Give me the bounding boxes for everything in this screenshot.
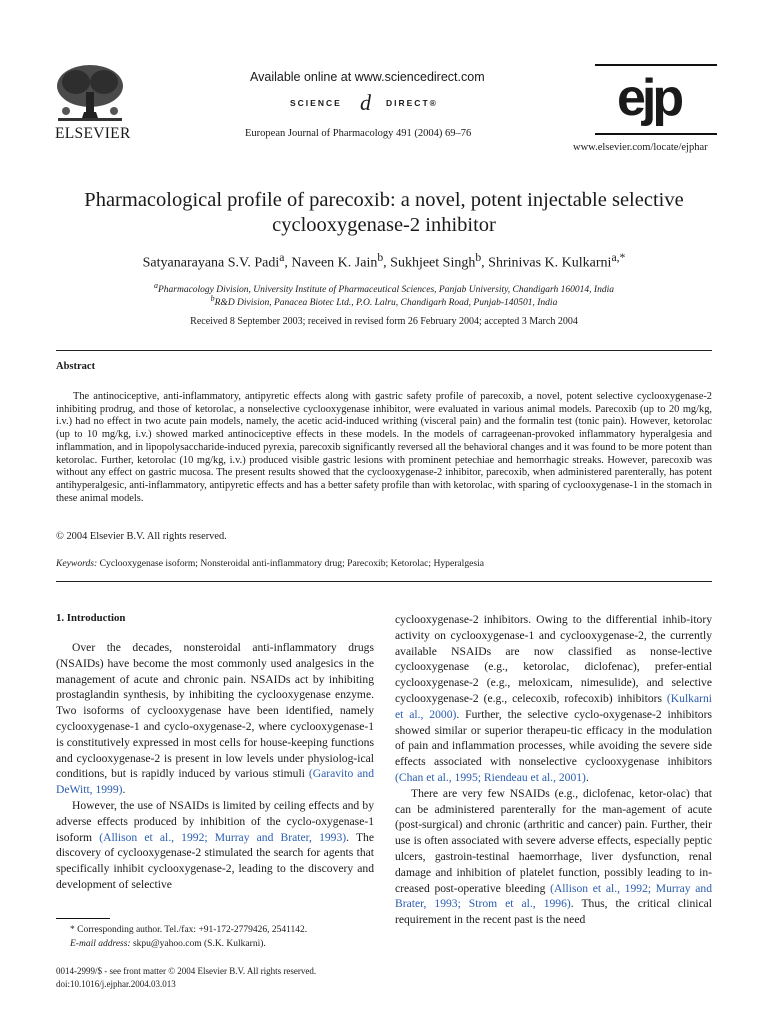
paragraph-text: . [122, 783, 126, 797]
elsevier-tree-logo [52, 62, 128, 124]
issn-line: 0014-2999/$ - see front matter © 2004 Elsevier B.V. All rights reserved. [56, 966, 317, 976]
corresponding-author-note: * Corresponding author. Tel./fax: +91-172-2779426, 2541142. [70, 925, 308, 935]
author-list: Satyanarayana S.V. Padi$^a$, Naveen K. Jain$^b$, Sukhjeet Singh$^b$, Shrinivas K. Kulkarni$^{a,*}$ [142, 251, 626, 271]
article-title-line1: Pharmacological profile of parecoxib: a novel, potent injectable selective [84, 189, 684, 211]
citation-link[interactable]: (Kulkarni et al., 2000) [395, 691, 712, 721]
author-affiliation-mark: a [279, 251, 285, 264]
email-note [56, 939, 266, 949]
citation-link[interactable]: (Chan et al., 1995; Riendeau et al., 2001) [395, 770, 586, 784]
journal-logo: ejp [617, 69, 681, 127]
journal-logo-top-rule [595, 64, 717, 66]
publisher-name: ELSEVIER [55, 125, 131, 142]
affiliation-mark: a [154, 281, 158, 290]
keywords-label: Keywords: [56, 558, 98, 569]
affiliation-text: Pharmacology Division, University Institute of Pharmaceutical Sciences, Panjab University, Chandigarh 160014, India [157, 285, 614, 296]
section-heading-introduction: 1. Introduction [56, 612, 126, 624]
paragraph-text: . Thus, the critical clinical requirement in the recent past is the need [395, 897, 712, 927]
author-name: Sukhjeet Singh [390, 255, 476, 271]
received-dates: Received 8 September 2003; received in revised form 26 February 2004; accepted 3 March 2004 [190, 316, 578, 327]
body-column-left [56, 612, 374, 893]
article-title [40, 188, 728, 238]
author-name: Naveen K. Jain [291, 255, 378, 271]
keywords-text: Cyclooxygenase isoform; Nonsteroidal anti-inflammatory drug; Parecoxib; Ketorolac; Hyperalgesia [99, 558, 485, 569]
journal-logo-bottom-rule [595, 133, 717, 135]
article-title-line2: cyclooxygenase-2 inhibitor [272, 214, 496, 236]
citation-link[interactable]: (Garavito and DeWitt, 1999) [56, 767, 374, 797]
author-name: Shrinivas K. Kulkarni [488, 255, 612, 271]
keywords [56, 558, 484, 569]
body-paragraph [56, 640, 374, 798]
author-name: Satyanarayana S.V. Padi [142, 255, 280, 271]
body-paragraph [395, 786, 712, 928]
paragraph-text: There are very few NSAIDs (e.g., diclofenac, ketor-olac) that can be administered parenterally for the man-agement of acute (post-surgical) and chronic (arthritic and cancer) pain. Further, their use is often associated with severe adverse effects, especially peptic ulcers, gastroin-testinal haemorrhage, liver dysfunction, renal damage and inhibition of platelet function, possibly leading to in-creased post-operative bleeding [395, 786, 712, 895]
body-paragraph [395, 612, 712, 786]
paragraph-text: However, the use of NSAIDs is limited by ceiling effects and by adverse effects produced by inhibition of the cyclo-oxygenase-1 isoform [56, 798, 374, 844]
footnote-rule [56, 918, 110, 919]
abstract-top-rule [56, 350, 712, 351]
author-affiliation-mark: b [377, 251, 384, 264]
affiliation-mark: b [210, 294, 215, 303]
sciencedirect-logo [290, 92, 446, 116]
affiliation-text: R&D Division, Panacea Biotec Ltd., P.O. Lalru, Chandigarh Road, Punjab-140501, India [214, 298, 558, 309]
author-affiliation-mark: a,* [611, 251, 626, 264]
paragraph-text: . Further, the selective cyclo-oxygenase-2 inhibitors showed similar or superior therapeu-tic efficacy in the modulation of pain and inflammation processes, while avoiding the severe side effects associated with nonselective cyclooxygenase inhibitors [395, 707, 712, 769]
author-affiliation-mark: b [475, 251, 482, 264]
paragraph-text: . [585, 770, 589, 784]
paragraph-text: . The discovery of cyclooxygenase-2 stimulated the search for agents that specifically inhibit cyclooxygenase-2, leading to the discovery and development of selective [56, 830, 374, 891]
paragraph-text: Over the decades, nonsteroidal anti-inflammatory drugs (NSAIDs) have become the most commonly used analgesics in the management of acute and chronic pain. NSAIDs act by inhibiting prostaglandin synthesis, by inhibiting the cyclooxygenase enzyme. Two isoforms of cyclooxygenase have been identified, namely cyclooxygenase-1 and cyclo-oxygenase-2, where cyclooxygenase-1 is constitutively expressed in most cells for house-keeping functions and cyclooxygenase-2 is present in low levels under physiolog-ical conditions, but is rapidly induced by various stimuli [56, 641, 374, 781]
journal-url[interactable]: www.elsevier.com/locate/ejphar [573, 142, 708, 153]
body-column-right [395, 612, 712, 928]
sciencedirect-direct-text: DIRECT® [386, 98, 438, 108]
sciencedirect-d-mark: d [360, 90, 371, 115]
abstract-copyright: © 2004 Elsevier B.V. All rights reserved. [56, 531, 227, 542]
abstract-text: The antinociceptive, anti-inflammatory, antipyretic effects along with gastric safety profile of parecoxib, a novel, potent selective cyclooxygenase-2 inhibiting prodrug, and those of ketorolac, a nonselective cyclooxygenase inhibitor, were evaluated in various animal models. Parecoxib (up to 20 mg/kg, i.v.) had no effect in two acute pain models, namely, the acetic acid-induced writhing (visceral pain) and the formalin test (tonic pain). However, ketorolac (up to 10 mg/kg, i.v.) showed marked antinociceptive effects in these models. In the models of carrageenan-provoked inflammatory hyperalgesia and inflammation, and in lipopolysaccharide-induced pyrexia, parecoxib significantly reversed all the behavioral changes and it was found to be more potent than ketorolac. Further, ketorolac (10 mg/kg, i.v.) produced visible gastric lesions with prominent petechiae and hemorrhagic streaks. However, parecoxib was without any effect on gastric mucosa. The present results showed that the cyclooxygenase-2 inhibitor, parecoxib, when administered parenterally, has potent antihyperalgesic, anti-inflammatory, antipyretic effects and has a better safety profile than with ketorolac, with sparing of cyclooxygenase-1 in the stomach in these animal models. [56, 391, 712, 504]
citation-link[interactable]: (Allison et al., 1992; Murray and Brater, 1993; Strom et al., 1996) [395, 881, 712, 911]
affiliation-b [40, 294, 728, 308]
paragraph-text: cyclooxygenase-2 inhibitors. Owing to the differential inhib-itory activity on cyclooxygenase-1 and cyclooxygenase-2, the currently available NSAIDs are now classified as nonse-lective cyclooxygenase (e.g., ketorolac, diclofenac), prefer-ential cyclooxygenase-2 (e.g., meloxicam, nimesulide), and selective cyclooxygenase-2 (e.g., celecoxib, rofecoxib) inhibitors [395, 613, 712, 705]
email-label: E-mail address: [70, 939, 131, 949]
abstract-bottom-rule [56, 581, 712, 582]
abstract-heading: Abstract [56, 361, 96, 372]
body-paragraph [56, 798, 374, 893]
doi-line[interactable]: doi:10.1016/j.ejphar.2004.03.013 [56, 979, 176, 989]
email-value[interactable]: skpu@yahoo.com (S.K. Kulkarni). [132, 939, 266, 949]
journal-citation: European Journal of Pharmacology 491 (2004) 69–76 [245, 128, 472, 139]
sciencedirect-science-text: SCIENCE [290, 98, 342, 108]
available-online-text: Available online at www.sciencedirect.com [250, 70, 485, 84]
citation-link[interactable]: (Allison et al., 1992; Murray and Brater, 1993) [99, 830, 347, 844]
